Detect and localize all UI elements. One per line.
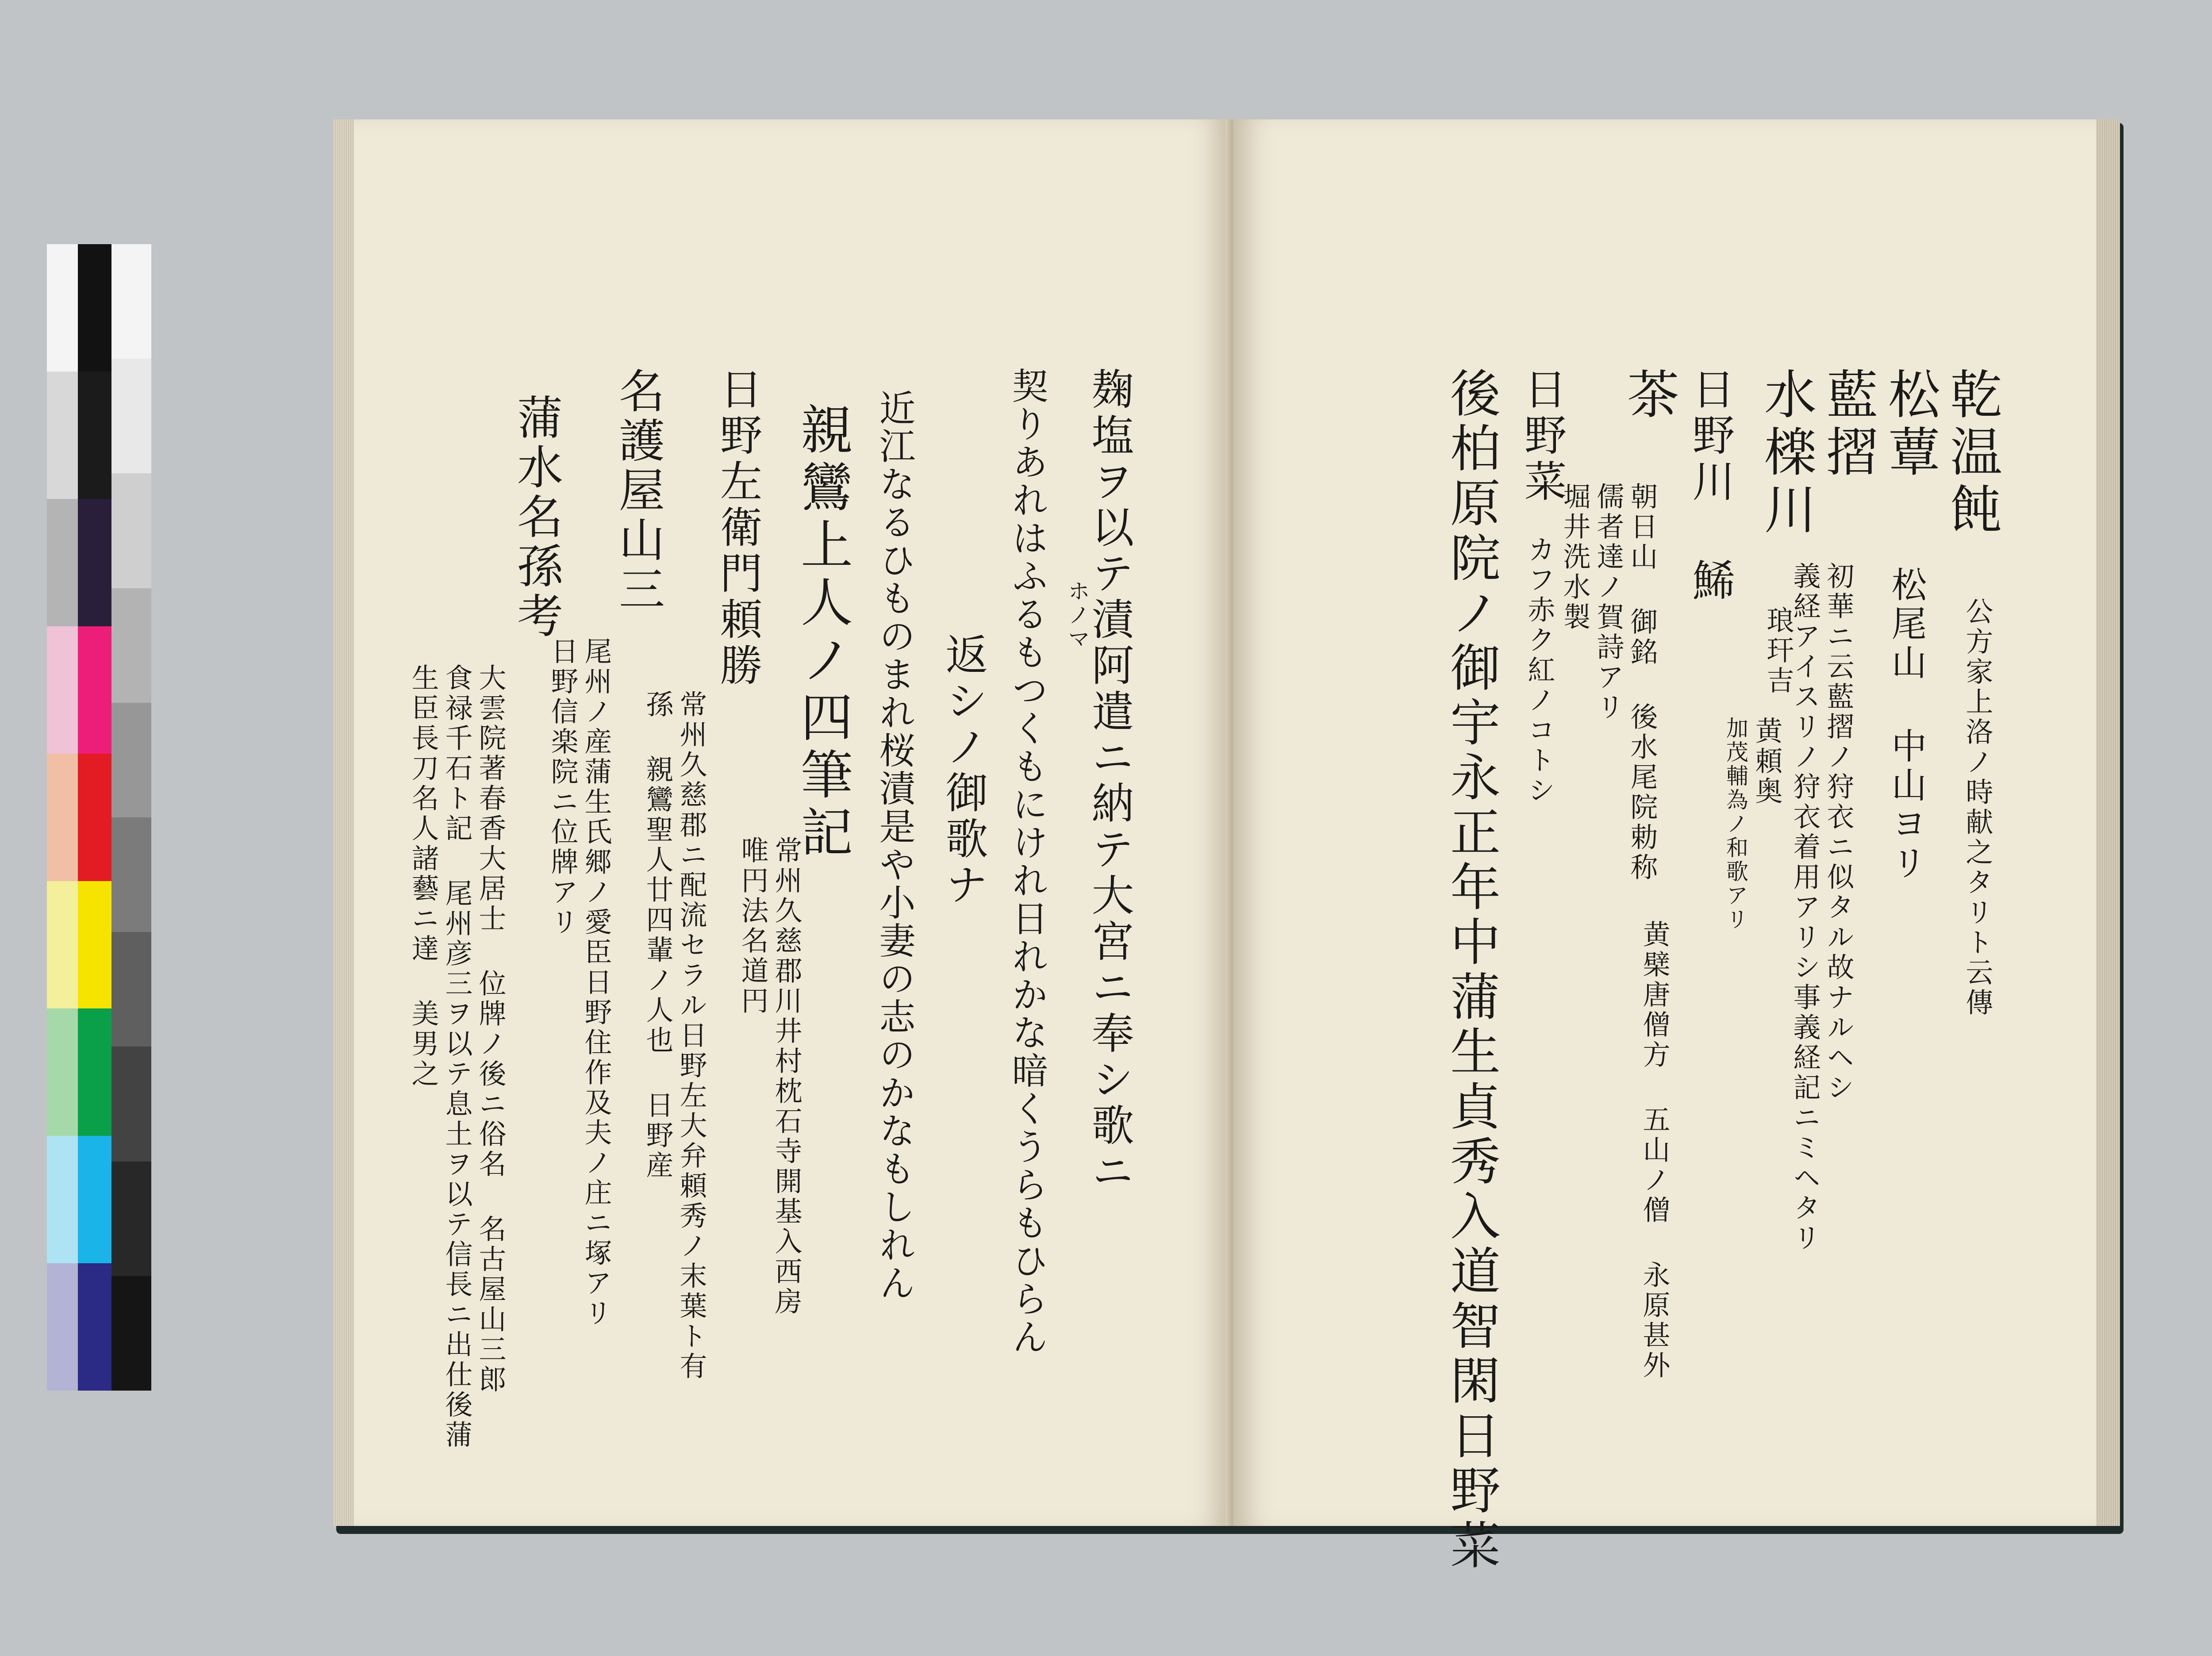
checker-swatch-a-7: [47, 1008, 78, 1136]
checker-swatch-a-5: [47, 754, 78, 881]
checker-swatch-b-8: [78, 1136, 111, 1263]
checker-swatch-c-7: [111, 932, 151, 1046]
checker-swatch-a-2: [47, 372, 78, 499]
color-checker: [47, 244, 151, 1391]
checker-swatch-b-4: [78, 626, 111, 754]
right-line-3-note-1: 初華ニ云藍摺ノ狩衣ニ似タル故ナルヘシ: [1822, 562, 1855, 1103]
checker-swatch-b-3: [78, 499, 111, 626]
right-line-5-heading: 日野川 鯑: [1686, 367, 1735, 604]
left-line-6: 日野左衛門頼勝: [713, 367, 763, 689]
right-line-4-note-1: 琅玕吉: [1762, 606, 1794, 696]
right-line-8-heading: 後柏原院ノ御宇永正年中蒲生貞秀入道智閑日野菜: [1442, 367, 1501, 1574]
right-line-2-note: 松尾山 中山ヨリ: [1886, 566, 1927, 883]
right-line-7-note: カフ赤ク紅ノコトシ: [1523, 535, 1555, 806]
left-line-8: 蒲水名孫考: [509, 394, 563, 641]
left-line-2: 契りあれはふるもつくもにけれ日れかな暗くうらもひらん: [1006, 367, 1048, 1356]
checker-swatch-c-6: [111, 817, 151, 932]
right-line-4-note-3: 加茂輔為ノ和歌アリ: [1723, 717, 1748, 932]
right-line-1-heading: 乾温飩: [1941, 367, 2002, 540]
checker-swatch-b-6: [78, 881, 111, 1008]
checker-swatch-c-4: [111, 588, 151, 703]
left-line-6-note-2: 孫 親鸞聖人廿四輩ノ人也 日野産: [641, 690, 674, 1181]
right-line-4-heading: 水檪川: [1755, 367, 1816, 540]
checker-column-3: [111, 244, 151, 1391]
checker-swatch-c-3: [111, 473, 151, 588]
checker-swatch-c-2: [111, 359, 151, 473]
right-line-1-note: 公方家上洛ノ時献之タリト云傳: [1961, 597, 1993, 1018]
left-line-6-note-1: 常州久慈郡ニ配流セラル日野左大弁頼秀ノ末葉ト有: [675, 690, 707, 1382]
checker-column-2: [78, 244, 111, 1391]
left-line-6-notes: [641, 690, 707, 1382]
open-book: [327, 111, 2128, 1574]
left-line-7-note-2: 日野信楽院ニ位牌アリ: [546, 637, 579, 938]
right-line-3-heading: 藍摺: [1817, 367, 1878, 482]
left-line-1: 麹塩ヲ以テ漬阿遣ニ納テ大宮ニ奉シ歌ニ: [1085, 367, 1134, 1195]
page-edges-right: [2096, 119, 2120, 1526]
checker-swatch-a-1: [47, 244, 78, 372]
left-page: [354, 119, 1230, 1526]
checker-swatch-b-1: [78, 244, 111, 372]
left-line-1-ruby: ホノマ: [1064, 579, 1090, 651]
checker-swatch-a-4: [47, 626, 78, 754]
left-line-5-note-1: 常州久慈郡川井村枕石寺開基入西房: [770, 836, 803, 1317]
left-line-7: 名護屋山三: [611, 367, 665, 615]
checker-swatch-c-10: [111, 1276, 151, 1391]
left-line-4: 近江なるひものまれ桜漬是や小妻の志のかなもしれん: [873, 389, 915, 1302]
left-line-5-notes: [737, 836, 803, 1317]
left-line-7-note-1: 尾州ノ産蒲生氏郷ノ愛臣日野住作及夫ノ庄ニ塚アリ: [580, 637, 612, 1329]
right-line-6-note-3: 堀井洗水製: [1559, 482, 1591, 632]
left-line-5: 親鸞上人ノ四筆記: [792, 402, 853, 862]
left-line-8-note-2: 食禄千石ト記 尾州彦三ヲ以テ息土ヲ以テ信長ニ出仕後蒲: [441, 663, 473, 1450]
checker-swatch-a-8: [47, 1136, 78, 1263]
right-line-6-note-2: 儒者達ノ賀詩アリ: [1592, 482, 1624, 723]
right-line-7-heading: 日野菜: [1517, 367, 1567, 505]
checker-swatch-b-2: [78, 372, 111, 499]
checker-swatch-c-9: [111, 1162, 151, 1276]
left-line-8-note-1: 大雲院著春香大居士 位牌ノ後ニ俗名 名古屋山三郎: [474, 663, 507, 1395]
left-line-7-notes: [546, 637, 612, 1329]
checker-swatch-a-6: [47, 881, 78, 1008]
left-line-5-note-2: 唯円法名道円: [737, 836, 769, 1016]
checker-swatch-c-1: [111, 244, 151, 359]
right-line-4-notes: [1723, 717, 1783, 932]
right-line-2-heading: 松蕈: [1879, 367, 1940, 482]
left-line-3: 返シノ御歌ナ: [939, 632, 988, 908]
checker-swatch-b-7: [78, 1008, 111, 1136]
right-page: [1233, 119, 2096, 1574]
checker-swatch-c-8: [111, 1046, 151, 1161]
right-line-6-notes: [1559, 482, 1658, 883]
checker-swatch-a-9: [47, 1263, 78, 1391]
right-line-4-note-2: 黄頼奥: [1751, 717, 1783, 807]
left-line-8-note-3: 生臣長刀名人諸藝ニ達 美男之: [407, 663, 439, 1089]
checker-swatch-c-5: [111, 703, 151, 817]
right-line-6-heading: 茶: [1618, 367, 1679, 425]
right-line-6-note-4: 黄檗唐僧方 五山ノ僧 永原甚外: [1638, 920, 1671, 1381]
left-line-8-notes: [407, 663, 507, 1450]
checker-swatch-a-3: [47, 499, 78, 626]
right-line-6-note-1: 朝日山 御銘 後水尾院勅称: [1626, 482, 1658, 883]
checker-swatch-b-9: [78, 1263, 111, 1391]
right-line-3-note-2: 義経アイスリノ狩衣着用アリシ事義経記ニミヘタリ: [1789, 562, 1821, 1254]
checker-column-1: [47, 244, 78, 1391]
right-line-3-notes: [1789, 562, 1855, 1254]
checker-swatch-b-5: [78, 754, 111, 881]
